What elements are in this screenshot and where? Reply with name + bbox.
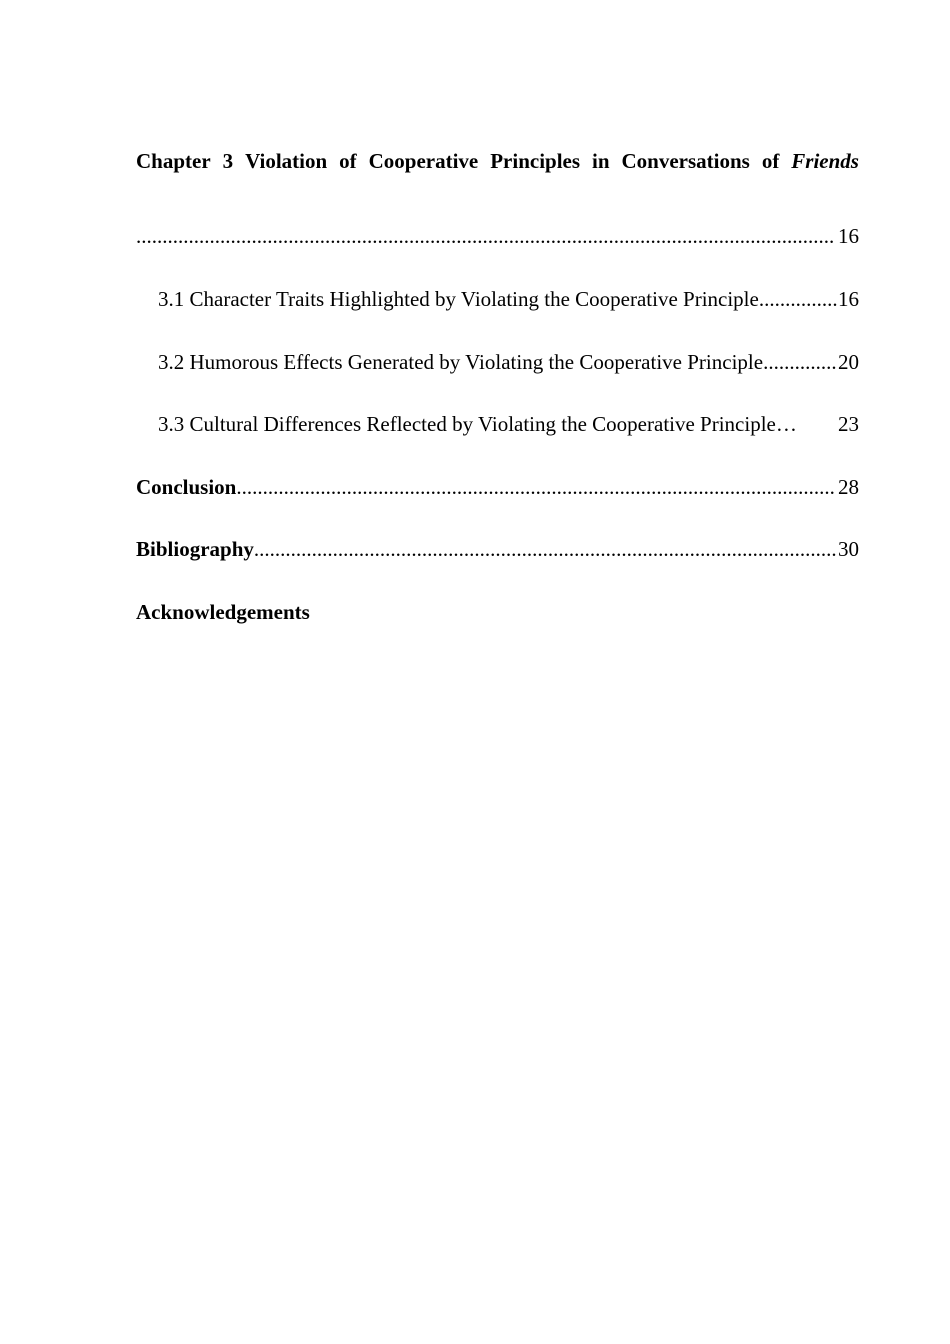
- toc-bibliography-label: Bibliography: [136, 537, 254, 561]
- toc-chapter-3-word: of: [761, 149, 780, 173]
- toc-page-number: 28: [838, 475, 859, 499]
- toc-leader-dots: [759, 286, 838, 312]
- toc-section-label: 3.1 Character Traits Highlighted by Violating the Cooperative Principle: [158, 287, 759, 311]
- toc-chapter-3-word: in: [592, 149, 610, 173]
- toc-section-label: 3.2 Humorous Effects Generated by Violating the Cooperative Principle: [158, 350, 764, 374]
- toc-entry-section-3-2[interactable]: [136, 349, 859, 375]
- toc-page-number: 16: [838, 287, 859, 311]
- toc-leader-dots: [236, 474, 834, 500]
- toc-page-number: 20: [838, 350, 859, 374]
- toc-chapter-3-title: [136, 148, 859, 174]
- toc-leader-ellipsis: …: [775, 412, 797, 436]
- toc-chapter-3-word: Chapter: [136, 149, 211, 173]
- toc-acknowledgements-label: Acknowledgements: [136, 600, 310, 624]
- toc-page-number: 23: [838, 412, 859, 436]
- toc-entry-section-3-1[interactable]: [136, 286, 859, 312]
- toc-section-label: 3.3 Cultural Differences Reflected by Violating the Cooperative Principle: [158, 412, 776, 436]
- toc-chapter-3-word: of: [339, 149, 357, 173]
- toc-chapter-3-italic-title: Friends: [791, 149, 859, 173]
- toc-entry-bibliography[interactable]: [136, 536, 859, 562]
- toc-entry-chapter-3[interactable]: [136, 223, 859, 249]
- toc-chapter-3-word: Principles: [490, 149, 581, 173]
- toc-entry-conclusion[interactable]: [136, 474, 859, 500]
- toc-conclusion-label: Conclusion: [136, 475, 237, 499]
- toc-leader-dots: [254, 536, 838, 562]
- toc-chapter-3-word: Cooperative: [368, 149, 479, 173]
- toc-leader-dots: [136, 223, 834, 249]
- toc-chapter-3-word: 3: [222, 149, 234, 173]
- toc-chapter-3-word: Violation: [245, 149, 328, 173]
- toc-chapter-3-word: Conversations: [621, 149, 750, 173]
- toc-leader-dots: [763, 349, 838, 375]
- toc-entry-section-3-3[interactable]: [136, 411, 859, 437]
- toc-entry-acknowledgements[interactable]: [136, 599, 859, 625]
- toc-page-number: 16: [838, 224, 859, 248]
- toc-page-number: 30: [838, 537, 859, 561]
